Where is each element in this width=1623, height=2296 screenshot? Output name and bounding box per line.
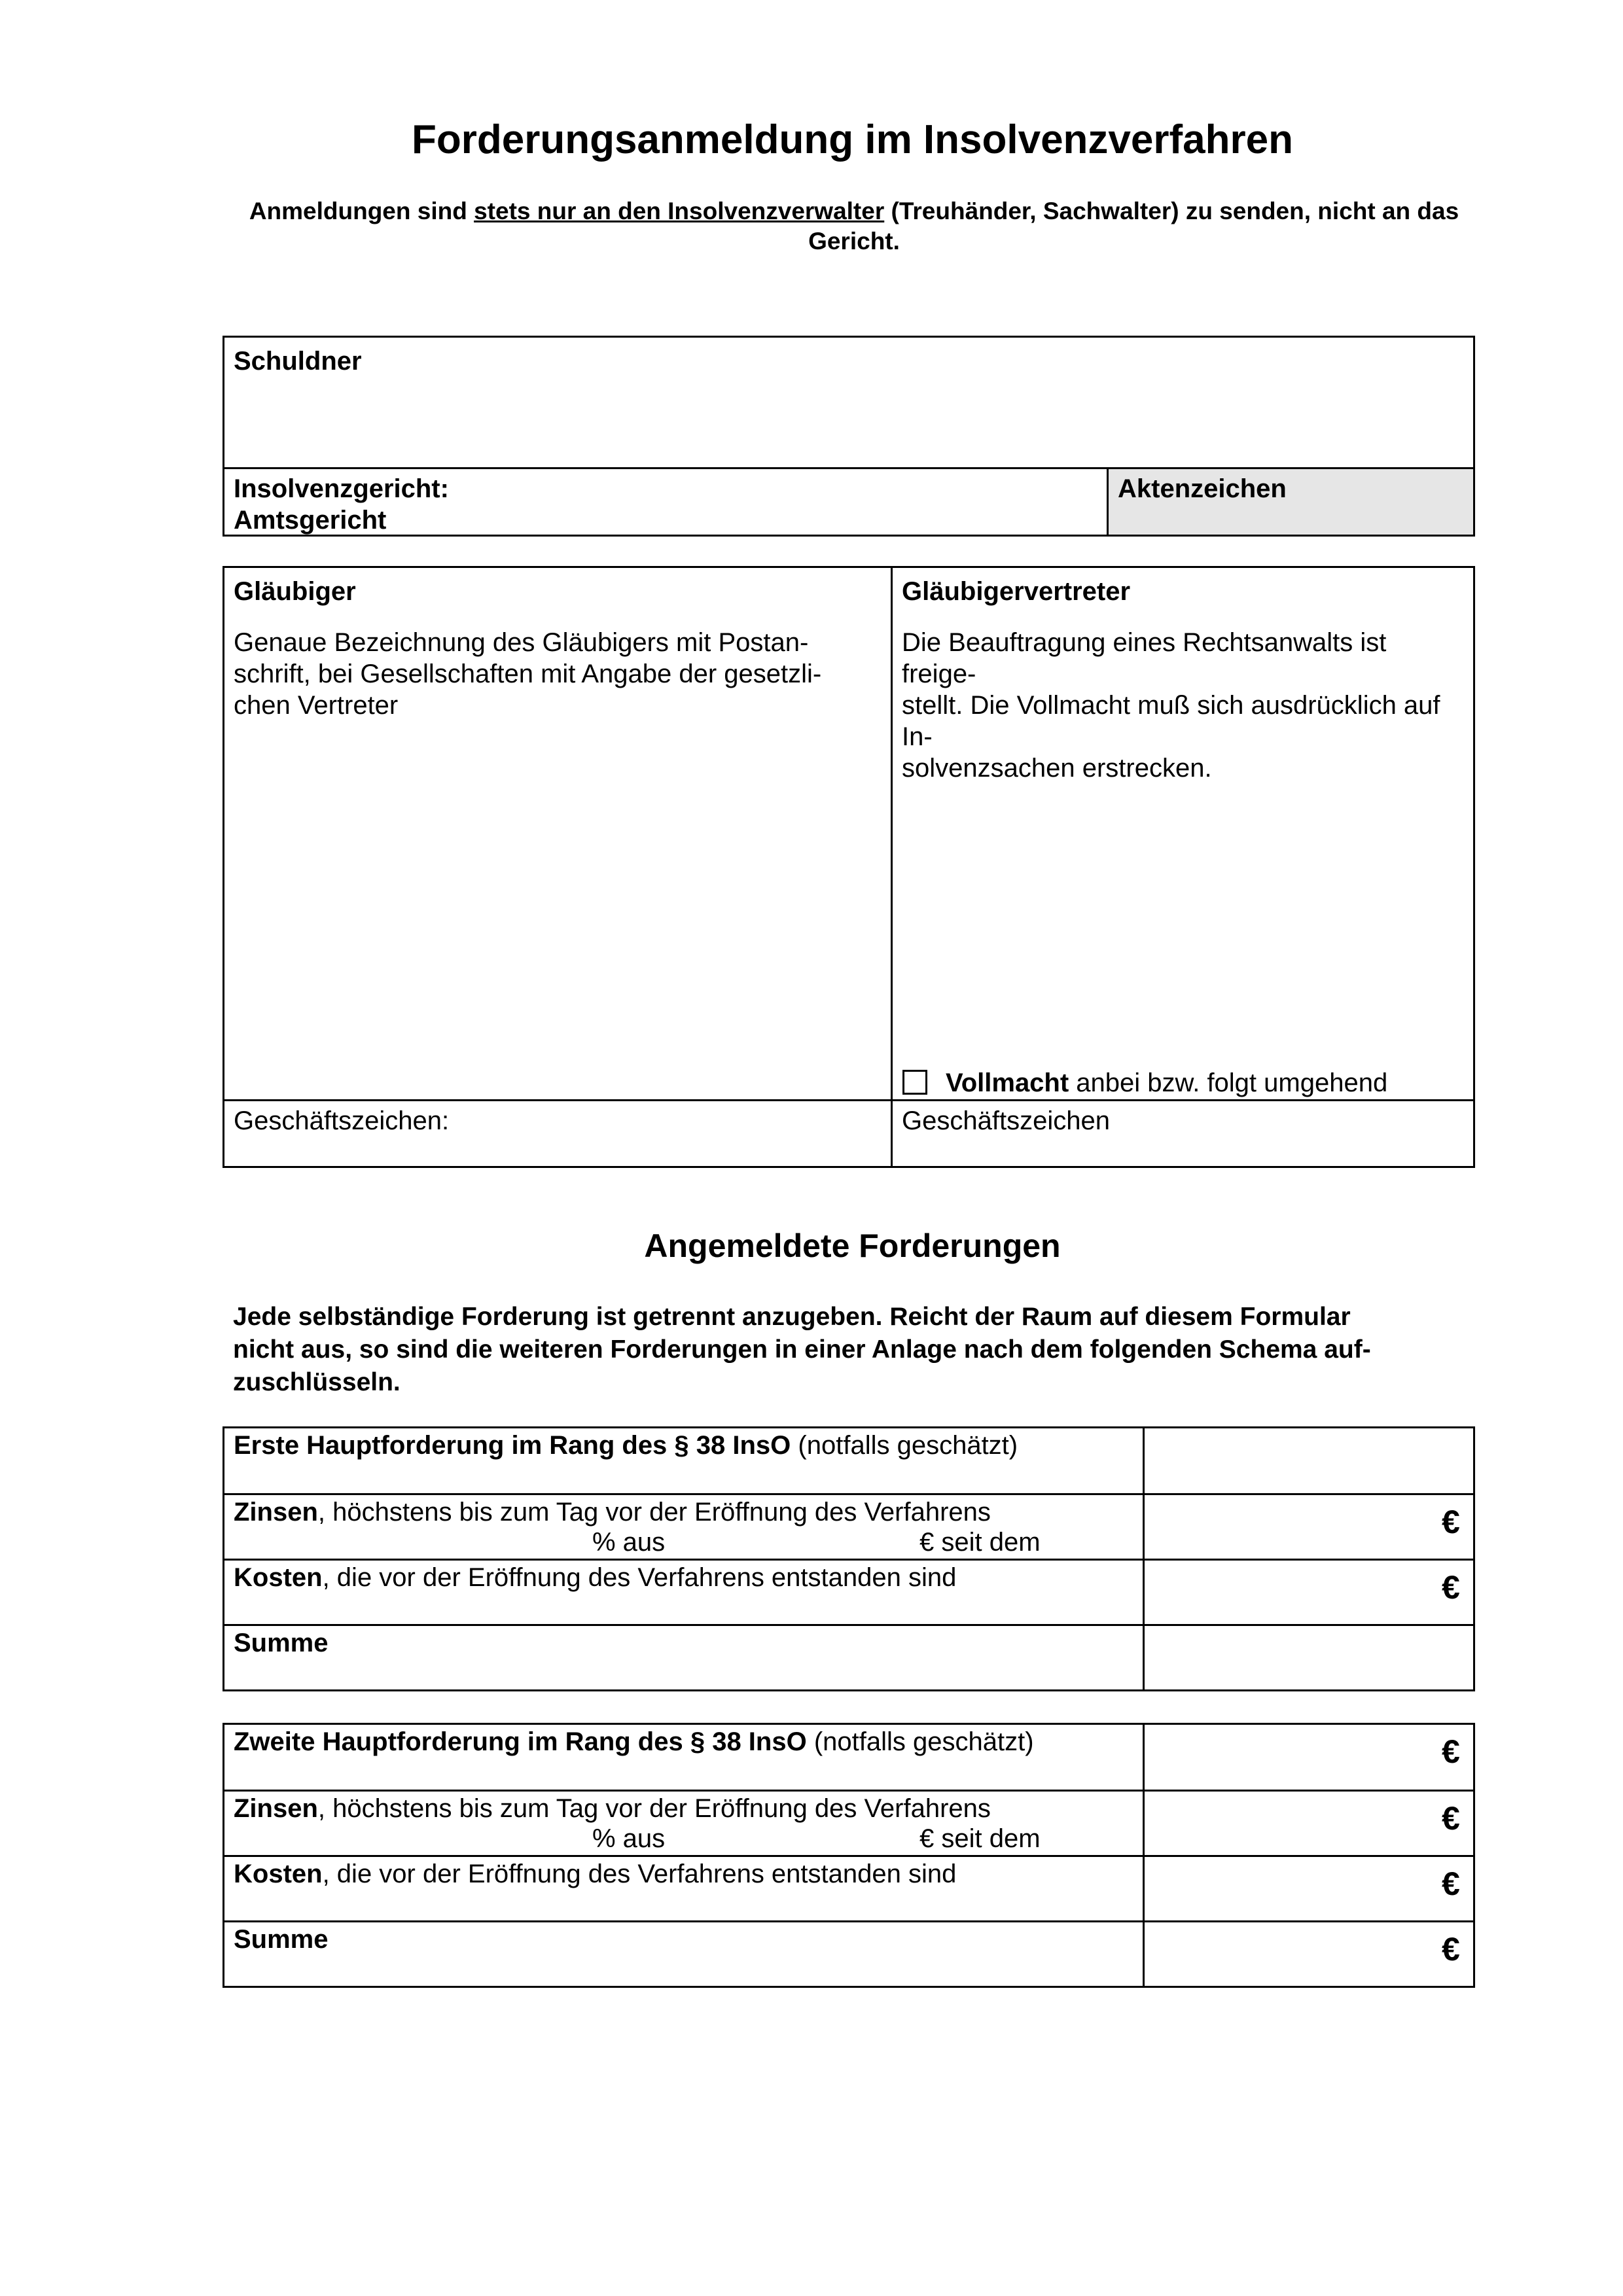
second-costs-amount[interactable] xyxy=(1145,1857,1473,1920)
second-sum-euro-icon: € xyxy=(1442,1931,1460,1968)
representative-reference-label: Geschäftszeichen xyxy=(902,1106,1110,1135)
creditor-cell[interactable] xyxy=(224,568,891,1099)
second-main-claim-label xyxy=(224,1725,1043,1765)
page-title: Forderungsanmeldung im Insolvenzverfahren xyxy=(411,117,1294,162)
second-interest-rest: , höchstens bis zum Tag vor der Eröffnung des Verfahrens xyxy=(317,1794,991,1823)
first-main-claim-amount[interactable] xyxy=(1145,1428,1473,1493)
notice-underlined-text: stets nur an den Insolvenzverwalter xyxy=(474,198,885,224)
second-interest-bold: Zinsen xyxy=(234,1794,318,1823)
representative-cell[interactable] xyxy=(893,568,1473,1099)
claims-intro-line-2: nicht aus, so sind die weiteren Forderungen in einer Anlage nach dem folgenden Schema auf- xyxy=(233,1335,1371,1364)
first-interest-rest: , höchstens bis zum Tag vor der Eröffnung des Verfahrens xyxy=(317,1498,991,1527)
second-interest-amount[interactable] xyxy=(1145,1792,1473,1855)
file-number-label: Aktenzeichen xyxy=(1118,474,1287,503)
first-main-claim-bold: Erste Hauptforderung im Rang des § 38 InsO xyxy=(234,1431,791,1460)
power-of-attorney-bold: Vollmacht xyxy=(946,1069,1069,1097)
first-main-claim-rest: (notfalls geschätzt) xyxy=(791,1431,1018,1460)
second-costs-label xyxy=(224,1857,965,1898)
debtor-label: Schuldner xyxy=(234,347,362,376)
first-main-claim-label xyxy=(224,1428,1027,1469)
court-value: Amtsgericht xyxy=(234,506,387,535)
creditor-label: Gläubiger xyxy=(234,577,356,606)
creditor-hint-line-2: schrift, bei Gesellschaften mit Angabe der gesetzli- xyxy=(234,660,822,688)
court-label: Insolvenzgericht: xyxy=(234,474,449,503)
first-costs-label xyxy=(224,1561,965,1601)
first-interest-bold: Zinsen xyxy=(234,1498,318,1527)
claims-intro-line-1: Jede selbständige Forderung ist getrennt anzugeben. Reicht der Raum auf diesem Formular xyxy=(233,1303,1351,1331)
first-interest-euro-icon: € xyxy=(1442,1504,1460,1540)
representative-hint-line-1: Die Beauftragung eines Rechtsanwalts ist freige- xyxy=(902,628,1387,688)
submission-notice xyxy=(223,196,1486,256)
court-cell[interactable] xyxy=(224,469,1108,535)
notice-text-start: Anmeldungen sind xyxy=(249,198,474,224)
first-sum-label: Summe xyxy=(234,1629,329,1657)
second-main-claim-bold: Zweite Hauptforderung im Rang des § 38 InsO xyxy=(234,1727,807,1756)
second-claim-table xyxy=(223,1723,1475,1988)
creditor-hint-line-3: chen Vertreter xyxy=(234,691,399,720)
first-interest-percent: % aus xyxy=(592,1528,666,1557)
second-interest-euro-icon: € xyxy=(1442,1800,1460,1837)
power-of-attorney-checkbox[interactable] xyxy=(902,1070,927,1095)
file-number-cell[interactable] xyxy=(1109,469,1473,535)
second-interest-percent: % aus xyxy=(592,1824,666,1853)
first-costs-amount[interactable] xyxy=(1145,1561,1473,1624)
first-interest-amount[interactable] xyxy=(1145,1495,1473,1559)
representative-hint-line-2: stellt. Die Vollmacht muß sich ausdrücklich auf In- xyxy=(902,691,1440,751)
claims-intro xyxy=(233,1301,1476,1399)
representative-hint-line-3: solvenzsachen erstrecken. xyxy=(902,754,1212,783)
power-of-attorney-rest: anbei bzw. folgt umgehend xyxy=(1069,1069,1388,1097)
second-sum-amount[interactable] xyxy=(1145,1922,1473,1986)
creditor-hint-line-1: Genaue Bezeichnung des Gläubigers mit Postan- xyxy=(234,628,809,657)
first-interest-since: € seit dem xyxy=(919,1528,1041,1557)
first-sum-amount[interactable] xyxy=(1145,1626,1473,1689)
second-main-claim-rest: (notfalls geschätzt) xyxy=(806,1727,1034,1756)
first-costs-rest: , die vor der Eröffnung des Verfahrens entstanden sind xyxy=(322,1563,957,1592)
second-main-claim-euro-icon: € xyxy=(1442,1733,1460,1770)
claims-intro-line-3: zuschlüsseln. xyxy=(233,1368,401,1396)
representative-label: Gläubigervertreter xyxy=(902,577,1131,606)
second-interest-since: € seit dem xyxy=(919,1824,1041,1853)
first-costs-euro-icon: € xyxy=(1442,1569,1460,1606)
second-costs-euro-icon: € xyxy=(1442,1865,1460,1902)
representative-reference-cell[interactable] xyxy=(893,1101,1473,1166)
creditor-box xyxy=(223,566,1475,1168)
notice-text-end: (Treuhänder, Sachwalter) zu senden, nicht an das Gericht. xyxy=(808,198,1459,255)
creditor-reference-label: Geschäftszeichen: xyxy=(234,1106,450,1135)
claims-section-title: Angemeldete Forderungen xyxy=(644,1227,1061,1264)
second-costs-rest: , die vor der Eröffnung des Verfahrens entstanden sind xyxy=(322,1860,957,1888)
power-of-attorney-label xyxy=(946,1067,1387,1099)
first-claim-table xyxy=(223,1426,1475,1691)
second-costs-bold: Kosten xyxy=(234,1860,323,1888)
first-costs-bold: Kosten xyxy=(234,1563,323,1592)
debtor-box xyxy=(223,336,1475,537)
creditor-reference-cell[interactable] xyxy=(224,1101,891,1166)
second-sum-label: Summe xyxy=(234,1925,329,1954)
second-main-claim-amount[interactable] xyxy=(1145,1725,1473,1790)
